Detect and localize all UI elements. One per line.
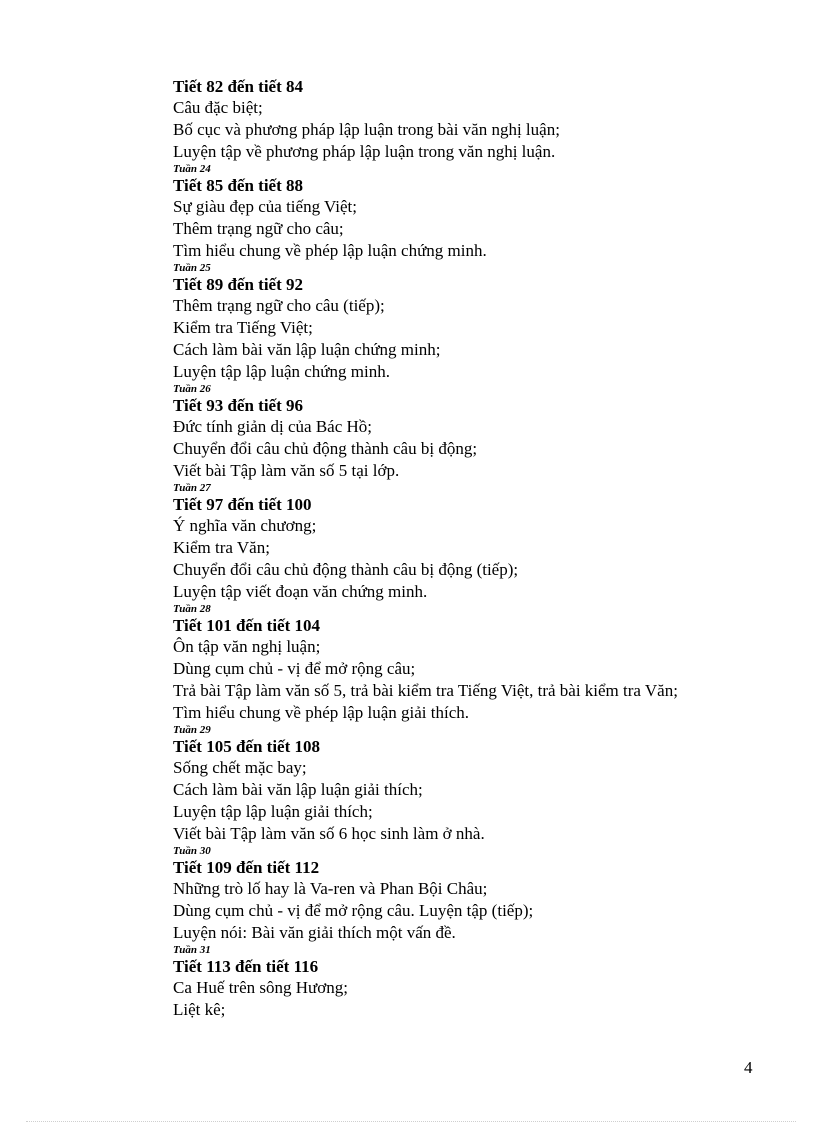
- lesson-range-title: Tiết 97 đến tiết 100: [173, 495, 312, 514]
- lesson-schedule: [173, 77, 793, 1021]
- week-label: Tuần 27: [173, 482, 211, 494]
- week-label: Tuần 26: [173, 383, 211, 395]
- page-number: 4: [744, 1058, 753, 1077]
- lesson-topic: Kiểm tra Văn;: [173, 538, 270, 557]
- page-bottom-divider: [26, 1121, 796, 1122]
- week-label: Tuần 31: [173, 944, 211, 956]
- lesson-range-title: Tiết 82 đến tiết 84: [173, 77, 304, 96]
- lesson-topic: Viết bài Tập làm văn số 5 tại lớp.: [173, 461, 400, 480]
- lesson-topic: Ý nghĩa văn chương;: [173, 516, 317, 535]
- lesson-range-title: Tiết 89 đến tiết 92: [173, 275, 304, 294]
- lesson-topic: Luyện tập viết đoạn văn chứng minh.: [173, 582, 428, 601]
- lesson-block: [173, 724, 793, 845]
- lesson-topic: Tìm hiểu chung về phép lập luận chứng minh.: [173, 241, 487, 260]
- lesson-range-title: Tiết 85 đến tiết 88: [173, 176, 304, 195]
- lesson-topic: Viết bài Tập làm văn số 6 học sinh làm ở nhà.: [173, 824, 485, 843]
- lesson-topic: Luyện tập lập luận giải thích;: [173, 802, 373, 821]
- lesson-range-title: Tiết 93 đến tiết 96: [173, 396, 304, 415]
- lesson-block: [173, 163, 793, 262]
- lesson-topic: Ca Huế trên sông Hương;: [173, 978, 348, 997]
- lesson-block: [173, 603, 793, 724]
- lesson-topic: Thêm trạng ngữ cho câu (tiếp);: [173, 296, 385, 315]
- lesson-range-title: Tiết 109 đến tiết 112: [173, 858, 320, 877]
- lesson-topic: Bố cục và phương pháp lập luận trong bài văn nghị luận;: [173, 120, 560, 139]
- week-label: Tuần 25: [173, 262, 211, 274]
- lesson-topic: Chuyển đổi câu chủ động thành câu bị động;: [173, 439, 478, 458]
- lesson-topic: Câu đặc biệt;: [173, 98, 263, 117]
- lesson-range-title: Tiết 105 đến tiết 108: [173, 737, 321, 756]
- lesson-topic: Tìm hiểu chung về phép lập luận giải thích.: [173, 703, 470, 722]
- lesson-topic: Sống chết mặc bay;: [173, 758, 307, 777]
- week-label: Tuần 30: [173, 845, 211, 857]
- lesson-topic: Luyện tập lập luận chứng minh.: [173, 362, 390, 381]
- week-label: Tuần 29: [173, 724, 211, 736]
- lesson-topic: Thêm trạng ngữ cho câu;: [173, 219, 344, 238]
- lesson-block: [173, 383, 793, 482]
- lesson-range-title: Tiết 101 đến tiết 104: [173, 616, 321, 635]
- week-label: Tuần 28: [173, 603, 211, 615]
- lesson-topic: Cách làm bài văn lập luận giải thích;: [173, 780, 423, 799]
- lesson-topic: Ôn tập văn nghị luận;: [173, 637, 321, 656]
- lesson-topic: Cách làm bài văn lập luận chứng minh;: [173, 340, 441, 359]
- lesson-block: [173, 482, 793, 603]
- lesson-topic: Sự giàu đẹp của tiếng Việt;: [173, 197, 357, 216]
- lesson-topic: Chuyển đổi câu chủ động thành câu bị động (tiếp);: [173, 560, 519, 579]
- lesson-topic: Trả bài Tập làm văn số 5, trả bài kiểm tra Tiếng Việt, trả bài kiểm tra Văn;: [173, 681, 678, 700]
- lesson-topic: Luyện tập về phương pháp lập luận trong văn nghị luận.: [173, 142, 556, 161]
- lesson-block: [173, 845, 793, 944]
- lesson-range-title: Tiết 113 đến tiết 116: [173, 957, 319, 976]
- week-label: Tuần 24: [173, 163, 211, 175]
- lesson-topic: Liệt kê;: [173, 1000, 226, 1019]
- lesson-topic: Những trò lố hay là Va-ren và Phan Bội Châu;: [173, 879, 488, 898]
- lesson-topic: Đức tính giản dị của Bác Hồ;: [173, 417, 372, 436]
- lesson-topic: Dùng cụm chủ - vị để mở rộng câu. Luyện tập (tiếp);: [173, 901, 534, 920]
- lesson-block: [173, 77, 793, 163]
- lesson-topic: Kiểm tra Tiếng Việt;: [173, 318, 313, 337]
- lesson-block: [173, 262, 793, 383]
- lesson-topic: Luyện nói: Bài văn giải thích một vấn đề.: [173, 923, 456, 942]
- lesson-topic: Dùng cụm chủ - vị để mở rộng câu;: [173, 659, 416, 678]
- lesson-block: [173, 944, 793, 1021]
